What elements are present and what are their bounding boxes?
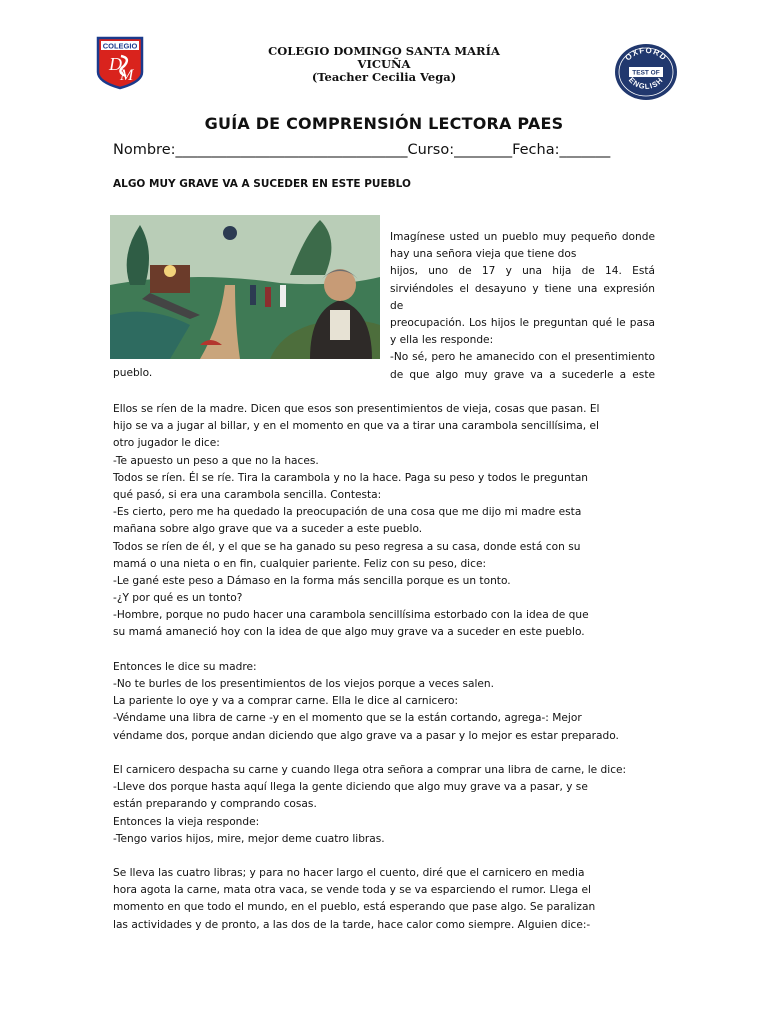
- svg-text:M: M: [120, 67, 134, 84]
- story-title: ALGO MUY GRAVE VA A SUCEDER EN ESTE PUEBLO: [113, 178, 411, 190]
- oxford-word: OXFORD: [623, 45, 669, 63]
- story-line: -Tengo varios hijos, mire, mejor deme cuatro libras.: [113, 832, 385, 845]
- story-line: La pariente lo oye y va a comprar carne. Ella le dice al carnicero:: [113, 695, 459, 708]
- intro-line: hay una señora vieja que tiene dos: [390, 248, 577, 261]
- teacher-name: (Teacher Cecilia Vega): [311, 70, 457, 84]
- story-line: -Lleve dos porque hasta aquí llega la gente diciendo que algo muy grave va a pasar, y se: [113, 781, 588, 794]
- story-illustration: [110, 215, 380, 359]
- story-line: su mamá amaneció hoy con la idea de que algo muy grave va a suceder en este pueblo.: [113, 626, 585, 639]
- crest-label: COLEGIO: [102, 41, 138, 51]
- story-line: Todos se ríen. Él se ríe. Tira la carambola y no la hace. Paga su peso y todos le preguntan: [113, 471, 589, 484]
- school-city: VICUÑA: [357, 57, 411, 71]
- svg-text:D: D: [109, 54, 122, 74]
- intro-line: y ella les responde:: [390, 334, 494, 347]
- story-line: Entonces le dice su madre:: [113, 660, 257, 673]
- intro-line: hijos, uno de 17 y una hija de 14. Está: [390, 265, 655, 278]
- paragraph-gap: [113, 848, 653, 865]
- intro-line: preocupación. Los hijos le preguntan qué le pasa: [390, 317, 655, 330]
- story-line: -Véndame una libra de carne -y en el momento que se la están cortando, agrega-: Mejor: [113, 712, 582, 725]
- story-line: Se lleva las cuatro libras; y para no hacer largo el cuento, diré que el carnicero en media: [113, 867, 585, 880]
- student-form-line: Nombre:________________________________Curso:________Fecha:_______: [113, 142, 611, 158]
- story-line: las actividades y de pronto, a las dos de la tarde, hace calor como siempre. Alguien dice:-: [113, 918, 591, 931]
- story-line: Ellos se ríen de la madre. Dicen que esos son presentimientos de vieja, cosas que pasan. El: [113, 403, 600, 415]
- story-line: Todos se ríen de él, y el que se ha ganado su peso regresa a su casa, donde está con su: [113, 540, 581, 553]
- school-crest-logo: [96, 36, 144, 90]
- story-line: -Hombre, porque no pudo hacer una carambola sencillísima estorbado con la idea de que: [113, 609, 589, 622]
- story-line: -Le gané este peso a Dámaso en la forma más sencilla porque es un tonto.: [113, 574, 511, 587]
- story-line: otro jugador le dice:: [113, 437, 220, 450]
- school-heading: [220, 45, 548, 84]
- paragraph-gap: [113, 642, 653, 659]
- intro-line: Imagínese usted un pueblo muy pequeño donde: [390, 231, 655, 243]
- paragraph-gap: [113, 745, 653, 762]
- intro-line: sirviéndoles el desayuno y tiene una expresión de: [390, 282, 655, 312]
- story-line: El carnicero despacha su carne y cuando llega otra señora a comprar una libra de carne, le dice:: [113, 763, 627, 776]
- story-line: mamá o una nieta o en fin, cualquier pariente. Feliz con su peso, dice:: [113, 557, 487, 570]
- story-line: -¿Y por qué es un tonto?: [113, 592, 243, 605]
- intro-text: [390, 229, 655, 384]
- oxford-mid: TEST OF: [632, 69, 660, 77]
- story-line: momento en que todo el mundo, en el pueblo, está esperando que pase algo. Se paralizan: [113, 901, 596, 914]
- guide-title: GUÍA DE COMPRENSIÓN LECTORA PAES: [204, 114, 564, 133]
- intro-line: de que algo muy grave va a sucederle a este: [390, 368, 655, 381]
- story-line: hijo se va a jugar al billar, y en el momento en que va a tirar una carambola sencillísima, el: [113, 420, 599, 433]
- oxford-bottom: ENGLISH: [626, 75, 666, 92]
- story-line: véndame dos, porque andan diciendo que algo grave va a pasar y lo mejor es estar preparado.: [113, 729, 619, 742]
- intro-line: -No sé, pero he amanecido con el presentimiento: [390, 351, 655, 364]
- school-name: COLEGIO DOMINGO SANTA MARÍA: [268, 44, 500, 58]
- story-line: -Es cierto, pero me ha quedado la preocupación de una cosa que me dijo mi madre esta: [113, 506, 582, 519]
- story-line: hora agota la carne, mata otra vaca, se vende toda y se va esparciendo el rumor. Llega el: [113, 884, 591, 897]
- story-line: qué pasó, si era una carambola sencilla. Contesta:: [113, 488, 382, 501]
- story-line: -Te apuesto un peso a que no la haces.: [113, 454, 319, 467]
- story-line: están preparando y comprando cosas.: [113, 798, 317, 811]
- story-line: Entonces la vieja responde:: [113, 815, 260, 828]
- story-body: [113, 401, 653, 934]
- intro-line-continuation: pueblo.: [113, 367, 153, 379]
- story-line: -No te burles de los presentimientos de los viejos porque a veces salen.: [113, 678, 495, 690]
- story-line: mañana sobre algo grave que va a suceder a este pueblo.: [113, 523, 423, 536]
- oxford-test-logo: [614, 43, 678, 101]
